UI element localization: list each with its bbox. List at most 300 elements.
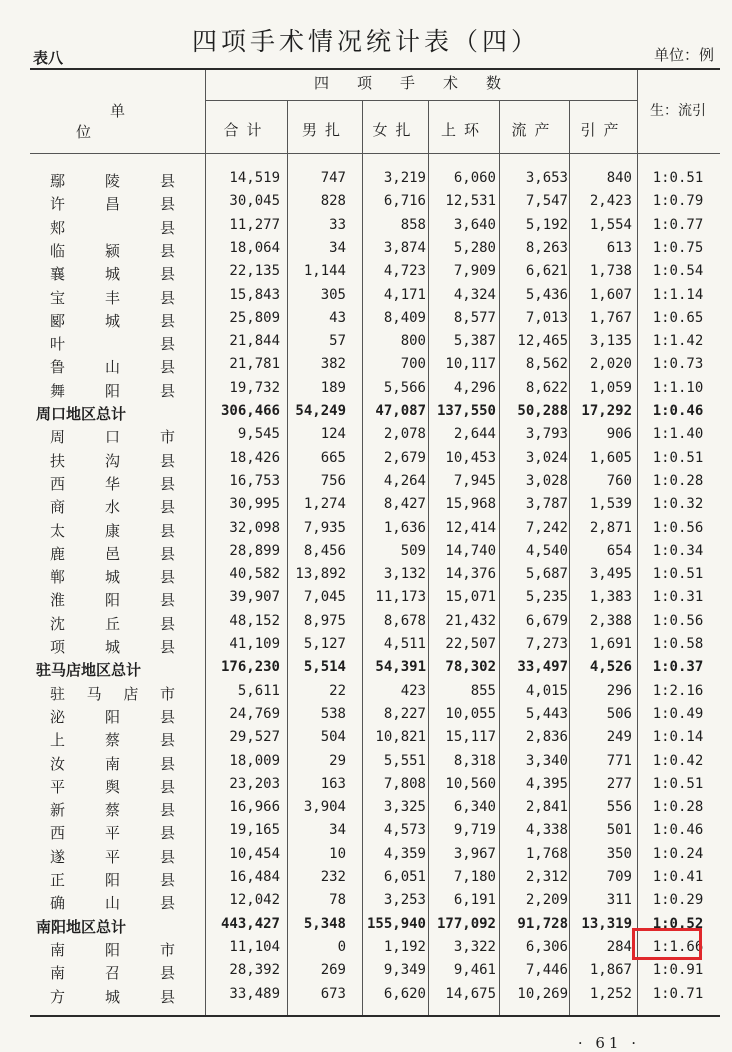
table-row: [0, 636, 732, 659]
table-row: [0, 170, 732, 193]
value-cell: 8,318: [453, 752, 496, 769]
value-cell: 747: [320, 170, 346, 186]
value-cell: 24,769: [229, 705, 280, 722]
value-cell: 1,691: [589, 636, 632, 652]
row-name: 临 颍 县: [50, 241, 175, 260]
ratio-cell: 1:0.42: [652, 752, 704, 769]
value-cell: 2,020: [589, 356, 632, 373]
value-cell: 14,376: [445, 566, 496, 583]
value-cell: 16,484: [229, 869, 280, 885]
highlight-box: [632, 928, 702, 960]
value-cell: 4,264: [383, 472, 426, 489]
value-cell: 509: [400, 542, 426, 559]
row-name: 太 康 县: [50, 521, 175, 540]
value-cell: 5,514: [303, 659, 346, 676]
value-cell: 3,325: [383, 799, 426, 816]
column-header-male: 男扎: [301, 121, 348, 139]
value-cell: 10,453: [445, 449, 496, 466]
value-cell: 21,844: [229, 333, 280, 350]
value-cell: 9,461: [453, 962, 496, 979]
row-name: 扶 沟 县: [50, 451, 175, 470]
value-cell: 2,679: [383, 449, 426, 466]
value-cell: 3,135: [589, 333, 632, 350]
value-cell: 3,253: [383, 892, 426, 909]
value-cell: 382: [320, 356, 346, 373]
value-cell: 4,395: [525, 775, 568, 792]
row-name: 项 城 县: [50, 638, 175, 656]
value-cell: 14,675: [445, 985, 496, 1002]
value-cell: 1,192: [383, 938, 426, 955]
value-cell: 7,808: [383, 775, 426, 792]
value-cell: 7,013: [525, 309, 568, 326]
value-cell: 538: [320, 705, 346, 722]
value-cell: 3,793: [525, 426, 568, 443]
value-cell: 10: [329, 845, 346, 862]
value-cell: 1,767: [589, 309, 632, 326]
value-cell: 3,904: [303, 799, 346, 816]
table-row: [0, 846, 732, 869]
value-cell: 6,679: [525, 612, 568, 629]
value-cell: 15,071: [445, 589, 496, 606]
value-cell: 29,527: [229, 729, 280, 746]
value-cell: 12,531: [445, 193, 496, 210]
bottom-rule: [30, 1015, 720, 1017]
value-cell: 18,009: [229, 752, 280, 769]
table-row: [0, 589, 732, 612]
value-cell: 5,566: [383, 379, 426, 396]
value-cell: 16,966: [229, 799, 280, 816]
value-cell: 654: [606, 542, 632, 559]
value-cell: 6,051: [383, 869, 426, 885]
ratio-cell: 1:0.73: [652, 356, 704, 373]
value-cell: 4,573: [383, 822, 426, 839]
value-cell: 9,349: [383, 962, 426, 979]
value-cell: 189: [320, 379, 346, 396]
value-cell: 8,975: [303, 612, 346, 629]
value-cell: 10,269: [517, 985, 568, 1002]
value-cell: 7,547: [525, 193, 568, 210]
value-cell: 15,843: [229, 286, 280, 303]
value-cell: 4,338: [525, 822, 568, 839]
value-cell: 4,723: [383, 263, 426, 280]
value-cell: 6,340: [453, 799, 496, 816]
value-cell: 2,841: [525, 799, 568, 816]
value-cell: 8,227: [383, 705, 426, 722]
value-cell: 8,456: [303, 542, 346, 559]
page-number: · 61 ·: [577, 1034, 640, 1052]
value-cell: 5,687: [525, 566, 568, 583]
subtotal-row: [0, 659, 732, 682]
value-cell: 7,935: [303, 519, 346, 536]
value-cell: 91,728: [517, 915, 568, 932]
ratio-cell: 1:0.31: [652, 589, 704, 606]
value-cell: 858: [400, 216, 426, 233]
value-cell: 249: [606, 729, 632, 746]
value-cell: 2,209: [525, 892, 568, 909]
column-header-iud: 上环: [440, 121, 487, 139]
value-cell: 10,560: [445, 775, 496, 792]
value-cell: 9,719: [453, 822, 496, 839]
value-cell: 14,519: [229, 170, 280, 186]
value-cell: 6,716: [383, 193, 426, 210]
group-rule: [206, 100, 638, 101]
table-row: [0, 287, 732, 310]
value-cell: 22,135: [229, 263, 280, 280]
value-cell: 28,899: [229, 542, 280, 559]
ratio-cell: 1:0.54: [652, 263, 704, 280]
value-cell: 25,809: [229, 309, 280, 326]
ratio-cell: 1:1.42: [652, 333, 704, 350]
ratio-cell: 1:0.14: [652, 729, 704, 746]
value-cell: 4,526: [589, 659, 632, 676]
value-cell: 18,426: [229, 449, 280, 466]
value-cell: 33,497: [517, 659, 568, 676]
row-name: 淮 阳 县: [50, 591, 175, 610]
ratio-cell: 1:0.51: [652, 170, 704, 186]
value-cell: 756: [320, 472, 346, 489]
value-cell: 34: [329, 239, 346, 256]
column-header-abortion: 流产: [511, 121, 558, 139]
value-cell: 155,940: [366, 915, 426, 932]
table-row: [0, 263, 732, 286]
value-cell: 3,322: [453, 938, 496, 955]
row-name: 鹿 邑 县: [50, 544, 175, 563]
row-name: 商 水 县: [50, 498, 175, 517]
value-cell: 7,273: [525, 636, 568, 652]
value-cell: 3,340: [525, 752, 568, 769]
value-cell: 2,871: [589, 519, 632, 536]
value-cell: 1,383: [589, 589, 632, 606]
value-cell: 8,409: [383, 309, 426, 326]
value-cell: 3,640: [453, 216, 496, 233]
value-cell: 800: [400, 333, 426, 350]
value-cell: 1,738: [589, 263, 632, 280]
row-name: 上 蔡 县: [50, 731, 175, 750]
value-cell: 665: [320, 449, 346, 466]
value-cell: 700: [400, 356, 426, 373]
row-name: 西 平 县: [50, 824, 175, 843]
value-cell: 163: [320, 775, 346, 792]
value-cell: 760: [606, 472, 632, 489]
value-cell: 78,302: [445, 659, 496, 676]
value-cell: 3,874: [383, 239, 426, 256]
row-name: 正 阳 县: [50, 871, 175, 889]
value-cell: 39,907: [229, 589, 280, 606]
value-cell: 11,277: [229, 216, 280, 233]
value-cell: 177,092: [436, 915, 496, 932]
table-row: [0, 310, 732, 333]
value-cell: 21,432: [445, 612, 496, 629]
row-name: 郸 城 县: [50, 568, 175, 587]
value-cell: 2,423: [589, 193, 632, 210]
value-cell: 15,968: [445, 496, 496, 513]
value-cell: 5,348: [303, 915, 346, 932]
ratio-cell: 1:0.77: [652, 216, 704, 233]
value-cell: 443,427: [220, 915, 280, 932]
value-cell: 4,171: [383, 286, 426, 303]
value-cell: 306,466: [220, 403, 280, 419]
row-name: 襄 城 县: [50, 265, 175, 284]
value-cell: 30,995: [229, 496, 280, 513]
value-cell: 47,087: [375, 403, 426, 419]
value-cell: 855: [470, 682, 496, 699]
value-cell: 350: [606, 845, 632, 862]
value-cell: 176,230: [220, 659, 280, 676]
row-name: 舞 阳 县: [50, 381, 175, 400]
value-cell: 3,653: [525, 170, 568, 186]
value-cell: 1,607: [589, 286, 632, 303]
value-cell: 54,249: [295, 403, 346, 419]
value-cell: 12,465: [517, 333, 568, 350]
ratio-cell: 1:2.16: [652, 682, 704, 699]
value-cell: 8,427: [383, 496, 426, 513]
ratio-cell: 1:1.40: [652, 426, 704, 443]
value-cell: 8,622: [525, 379, 568, 396]
row-name: 汝 南 县: [50, 754, 175, 773]
value-cell: 48,152: [229, 612, 280, 629]
value-cell: 828: [320, 193, 346, 210]
table-row: [0, 426, 732, 449]
value-cell: 30,045: [229, 193, 280, 210]
value-cell: 11,104: [229, 938, 280, 955]
value-cell: 423: [400, 682, 426, 699]
value-cell: 11,173: [375, 589, 426, 606]
value-cell: 506: [606, 705, 632, 722]
ratio-cell: 1:0.37: [652, 659, 704, 676]
ratio-cell: 1:0.34: [652, 542, 704, 559]
value-cell: 3,219: [383, 170, 426, 186]
table-row: [0, 450, 732, 473]
value-cell: 673: [320, 985, 346, 1002]
value-cell: 50,288: [517, 403, 568, 419]
ratio-cell: 1:0.28: [652, 799, 704, 816]
row-name: 方 城 县: [50, 987, 175, 1006]
table-row: [0, 776, 732, 799]
table-row: [0, 869, 732, 892]
value-cell: 3,024: [525, 449, 568, 466]
table-row: [0, 566, 732, 589]
value-cell: 0: [337, 938, 346, 955]
table-row: [0, 799, 732, 822]
value-cell: 10,821: [375, 729, 426, 746]
ratio-cell: 1:0.75: [652, 239, 704, 256]
ratio-cell: 1:1.66: [652, 938, 704, 955]
row-name: 叶 县: [50, 335, 175, 354]
ratio-cell: 1:0.65: [652, 309, 704, 326]
value-cell: 7,242: [525, 519, 568, 536]
value-cell: 29: [329, 752, 346, 769]
value-cell: 2,388: [589, 612, 632, 629]
ratio-cell: 1:0.56: [652, 519, 704, 536]
row-name: 郏 县: [50, 218, 175, 237]
value-cell: 3,028: [525, 472, 568, 489]
row-name: 鲁 山 县: [50, 358, 175, 377]
table-row: [0, 706, 732, 729]
table-row: [0, 520, 732, 543]
row-name: 南 召 县: [50, 964, 175, 983]
value-cell: 5,611: [237, 682, 280, 699]
value-cell: 32,098: [229, 519, 280, 536]
table-row: [0, 939, 732, 962]
table-tag: 表八: [33, 49, 64, 67]
value-cell: 17,292: [581, 403, 632, 419]
column-header-female: 女扎: [372, 121, 419, 139]
value-cell: 1,554: [589, 216, 632, 233]
value-cell: 1,768: [525, 845, 568, 862]
table-row: [0, 986, 732, 1009]
value-cell: 19,165: [229, 822, 280, 839]
column-header-total: 合计: [223, 121, 270, 139]
unit-column-header: 单位: [75, 102, 193, 141]
value-cell: 296: [606, 682, 632, 699]
value-cell: 18,064: [229, 239, 280, 256]
value-cell: 8,577: [453, 309, 496, 326]
value-cell: 2,078: [383, 426, 426, 443]
row-name: 南阳地区总计: [36, 917, 127, 936]
value-cell: 5,127: [303, 636, 346, 652]
value-cell: 771: [606, 752, 632, 769]
value-cell: 13,319: [581, 915, 632, 932]
table-row: [0, 356, 732, 379]
column-header-induced: 引产: [580, 121, 627, 139]
value-cell: 54,391: [375, 659, 426, 676]
value-cell: 19,732: [229, 379, 280, 396]
value-cell: 1,274: [303, 496, 346, 513]
ratio-header: 生：流引: [650, 103, 706, 119]
row-name: 周 口 市: [50, 428, 175, 447]
ratio-cell: 1:0.41: [652, 869, 704, 885]
row-name: 驻马店地区总计: [36, 661, 142, 680]
ratio-cell: 1:0.28: [652, 472, 704, 489]
value-cell: 3,967: [453, 845, 496, 862]
value-cell: 34: [329, 822, 346, 839]
value-cell: 4,540: [525, 542, 568, 559]
table-row: [0, 613, 732, 636]
value-cell: 12,042: [229, 892, 280, 909]
value-cell: 16,753: [229, 472, 280, 489]
value-cell: 840: [606, 170, 632, 186]
table-row: [0, 217, 732, 240]
value-cell: 5,280: [453, 239, 496, 256]
ratio-cell: 1:0.46: [652, 822, 704, 839]
table-row: [0, 193, 732, 216]
value-cell: 1,605: [589, 449, 632, 466]
value-cell: 15,117: [445, 729, 496, 746]
value-cell: 3,495: [589, 566, 632, 583]
value-cell: 5,551: [383, 752, 426, 769]
unit-label: 单位：例: [653, 46, 714, 64]
value-cell: 1,539: [589, 496, 632, 513]
value-cell: 4,324: [453, 286, 496, 303]
row-name: 鄢 陵 县: [50, 172, 175, 190]
row-name: 确 山 县: [50, 894, 175, 913]
value-cell: 7,180: [453, 869, 496, 885]
value-cell: 7,909: [453, 263, 496, 280]
value-cell: 232: [320, 869, 346, 885]
row-name: 新 蔡 县: [50, 801, 175, 820]
ratio-cell: 1:0.49: [652, 705, 704, 722]
table-row: [0, 473, 732, 496]
value-cell: 10,117: [445, 356, 496, 373]
ratio-cell: 1:0.51: [652, 449, 704, 466]
value-cell: 6,620: [383, 985, 426, 1002]
table-row: [0, 962, 732, 985]
value-cell: 305: [320, 286, 346, 303]
value-cell: 22: [329, 682, 346, 699]
value-cell: 1,636: [383, 519, 426, 536]
value-cell: 284: [606, 938, 632, 955]
value-cell: 311: [606, 892, 632, 909]
value-cell: 78: [329, 892, 346, 909]
value-cell: 1,144: [303, 263, 346, 280]
value-cell: 7,945: [453, 472, 496, 489]
value-cell: 33,489: [229, 985, 280, 1002]
ratio-cell: 1:0.56: [652, 612, 704, 629]
value-cell: 33: [329, 216, 346, 233]
value-cell: 23,203: [229, 775, 280, 792]
header-rule: [30, 153, 720, 154]
table-row: [0, 753, 732, 776]
value-cell: 40,582: [229, 566, 280, 583]
subtotal-row: [0, 403, 732, 426]
ratio-cell: 1:0.51: [652, 566, 704, 583]
value-cell: 2,312: [525, 869, 568, 885]
row-name: 沈 丘 县: [50, 614, 175, 633]
value-cell: 6,060: [453, 170, 496, 186]
value-cell: 6,621: [525, 263, 568, 280]
value-cell: 5,235: [525, 589, 568, 606]
value-cell: 504: [320, 729, 346, 746]
table-row: [0, 496, 732, 519]
value-cell: 43: [329, 309, 346, 326]
top-rule: [30, 68, 720, 70]
row-name: 驻 马 店 市: [50, 684, 175, 703]
ratio-cell: 1:0.51: [652, 775, 704, 792]
value-cell: 5,387: [453, 333, 496, 350]
row-name: 遂 平 县: [50, 847, 175, 866]
value-cell: 3,132: [383, 566, 426, 583]
ratio-cell: 1:1.14: [652, 286, 704, 303]
value-cell: 613: [606, 239, 632, 256]
value-cell: 124: [320, 426, 346, 443]
value-cell: 8,562: [525, 356, 568, 373]
table-row: [0, 892, 732, 915]
row-name: 西 华 县: [50, 474, 175, 493]
ratio-cell: 1:1.10: [652, 379, 704, 396]
value-cell: 5,436: [525, 286, 568, 303]
value-cell: 137,550: [436, 403, 496, 419]
value-cell: 14,740: [445, 542, 496, 559]
table-row: [0, 380, 732, 403]
value-cell: 709: [606, 869, 632, 885]
ratio-cell: 1:0.52: [652, 915, 704, 932]
row-name: 南 阳 市: [50, 940, 175, 959]
value-cell: 6,306: [525, 938, 568, 955]
value-cell: 8,678: [383, 612, 426, 629]
value-cell: 4,511: [383, 636, 426, 652]
ratio-cell: 1:0.24: [652, 845, 704, 862]
value-cell: 22,507: [445, 636, 496, 652]
table-row: [0, 333, 732, 356]
value-cell: 4,359: [383, 845, 426, 862]
value-cell: 8,263: [525, 239, 568, 256]
value-cell: 28,392: [229, 962, 280, 979]
value-cell: 21,781: [229, 356, 280, 373]
value-cell: 2,644: [453, 426, 496, 443]
value-cell: 10,454: [229, 845, 280, 862]
row-name: 平 舆 县: [50, 777, 175, 796]
row-name: 泌 阳 县: [50, 707, 175, 726]
